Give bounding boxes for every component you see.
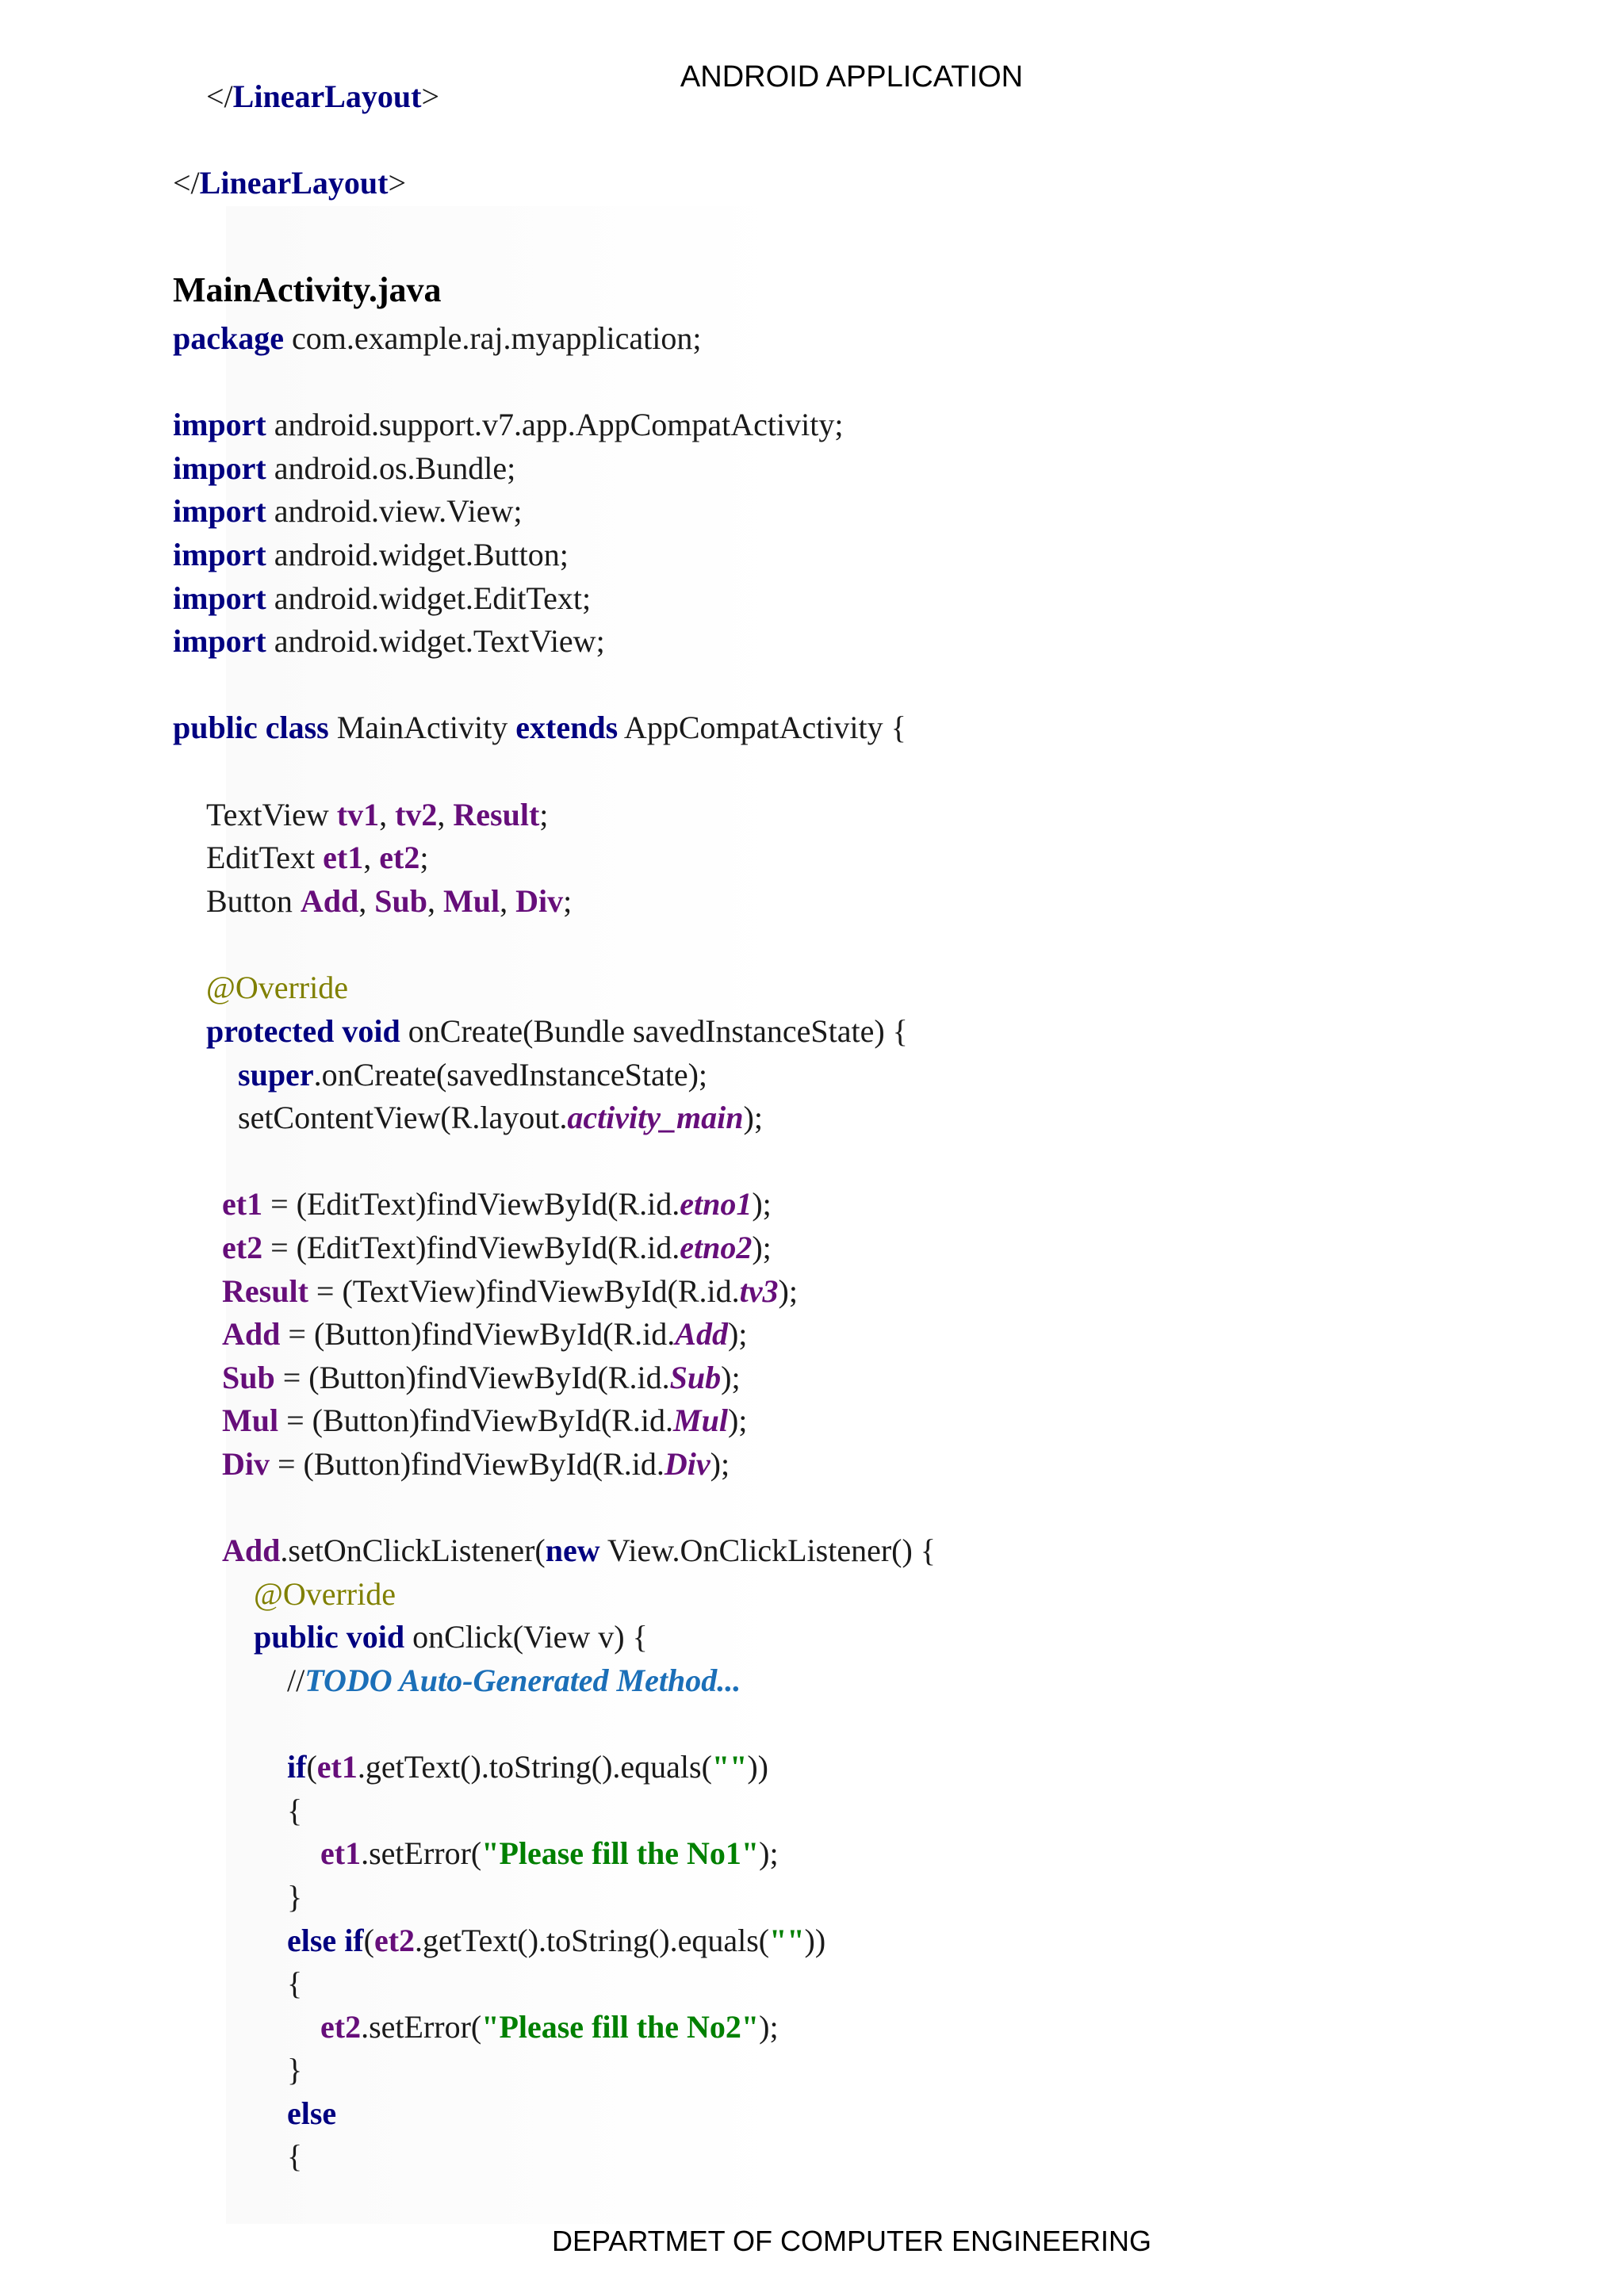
code-token: .getText().toString().equals( xyxy=(357,1749,712,1785)
code-token: new xyxy=(545,1533,600,1568)
code-token: onCreate(Bundle savedInstanceState) { xyxy=(400,1013,908,1049)
code-token: protected void xyxy=(206,1013,400,1049)
code-line xyxy=(287,1962,302,2005)
code-line xyxy=(173,490,522,533)
code-token: ; xyxy=(563,883,573,919)
code-line xyxy=(173,706,906,749)
code-token: et1 xyxy=(323,840,364,875)
code-line xyxy=(222,1226,772,1269)
code-line xyxy=(238,1054,707,1096)
code-token: "" xyxy=(769,1923,805,1958)
code-token: Add xyxy=(222,1533,281,1568)
code-line xyxy=(222,1443,730,1486)
code-token: Add xyxy=(222,1316,281,1352)
code-token: android.view.View; xyxy=(266,493,523,529)
code-token: tv3 xyxy=(739,1273,779,1309)
code-token: { xyxy=(287,1793,303,1828)
code-token: Add xyxy=(675,1316,728,1352)
section-title: MainActivity.java xyxy=(173,270,442,309)
code-token: , xyxy=(437,797,454,832)
code-line xyxy=(287,2135,302,2178)
code-token: @Override xyxy=(206,970,348,1005)
code-token: { xyxy=(287,2138,303,2174)
code-token: et1 xyxy=(316,1749,358,1785)
code-token: android.widget.EditText; xyxy=(266,580,592,616)
code-token: "Please fill the No1" xyxy=(481,1835,760,1871)
code-token: .setError( xyxy=(361,1835,482,1871)
code-token: AppCompatActivity { xyxy=(618,710,906,745)
code-token: EditText xyxy=(206,840,324,875)
code-token: </ xyxy=(173,165,200,201)
code-token: TODO Auto-Generated Method... xyxy=(304,1663,741,1698)
code-token: import xyxy=(173,537,266,572)
code-token: = (Button)findViewById(R.id. xyxy=(274,1360,670,1395)
code-line xyxy=(287,2092,336,2135)
code-token: LinearLayout xyxy=(199,165,389,201)
code-token: android.widget.TextView; xyxy=(266,623,605,659)
code-token: Mul xyxy=(222,1402,279,1438)
code-line xyxy=(287,1659,741,1702)
code-token: , xyxy=(358,883,375,919)
code-token: Div xyxy=(515,883,564,919)
code-token: extends xyxy=(515,710,619,745)
code-line xyxy=(222,1183,772,1226)
code-line xyxy=(222,1399,747,1442)
code-token: tv1 xyxy=(336,797,380,832)
code-token: "" xyxy=(711,1749,748,1785)
code-token: public void xyxy=(254,1619,405,1655)
code-token: activity_main xyxy=(567,1100,744,1135)
code-line xyxy=(206,1010,908,1053)
code-token: Div xyxy=(222,1446,270,1482)
code-token: else xyxy=(287,2095,337,2131)
code-token: etno2 xyxy=(680,1230,753,1265)
code-token: MainActivity xyxy=(328,710,516,745)
code-line xyxy=(206,794,548,836)
code-token: </ xyxy=(206,78,233,114)
code-token: ; xyxy=(539,797,549,832)
code-token: = (Button)findViewById(R.id. xyxy=(270,1446,665,1482)
code-token: Sub xyxy=(374,883,428,919)
code-token: import xyxy=(173,580,266,616)
code-token: ( xyxy=(363,1923,374,1958)
code-line xyxy=(206,966,348,1009)
code-token: } xyxy=(287,1879,303,1915)
code-token: , xyxy=(363,840,380,875)
code-token: ); xyxy=(727,1402,748,1438)
code-line xyxy=(238,1096,763,1139)
code-token: = (Button)findViewById(R.id. xyxy=(278,1402,674,1438)
code-token: else if xyxy=(287,1923,364,1958)
code-token: android.os.Bundle; xyxy=(266,450,516,486)
code-token: )) xyxy=(804,1923,826,1958)
code-line xyxy=(206,75,439,118)
code-line xyxy=(287,1789,302,1832)
code-token: } xyxy=(287,2052,303,2087)
code-token: etno1 xyxy=(680,1186,753,1222)
code-token: tv2 xyxy=(395,797,438,832)
code-line xyxy=(287,1876,302,1919)
code-token: View.OnClickListener() { xyxy=(599,1533,936,1568)
code-token: et2 xyxy=(379,840,420,875)
code-token: = (EditText)findViewById(R.id. xyxy=(262,1230,680,1265)
code-token: ); xyxy=(752,1230,772,1265)
code-token: .setOnClickListener( xyxy=(280,1533,546,1568)
code-line xyxy=(222,1529,936,1572)
code-line xyxy=(173,404,843,446)
code-token: "Please fill the No2" xyxy=(481,2009,760,2045)
code-token: )) xyxy=(747,1749,768,1785)
code-line xyxy=(173,577,591,620)
code-line xyxy=(254,1573,396,1616)
code-token: , xyxy=(500,883,516,919)
code-token: com.example.raj.myapplication; xyxy=(284,320,702,356)
code-token: super xyxy=(238,1057,314,1093)
code-token: Mul xyxy=(673,1402,728,1438)
code-token: ); xyxy=(759,2009,779,2045)
code-line xyxy=(222,1270,798,1313)
code-token: @Override xyxy=(254,1576,396,1612)
code-line xyxy=(173,620,605,663)
code-token: ; xyxy=(419,840,429,875)
code-token: > xyxy=(421,78,440,114)
code-token: Sub xyxy=(222,1360,275,1395)
code-token: if xyxy=(287,1749,307,1785)
code-token: android.support.v7.app.AppCompatActivity; xyxy=(266,407,844,442)
code-token: // xyxy=(287,1663,305,1698)
code-token: = (TextView)findViewById(R.id. xyxy=(308,1273,740,1309)
code-line xyxy=(287,1746,768,1789)
code-line xyxy=(287,2049,302,2091)
code-token: ); xyxy=(710,1446,730,1482)
code-token: import xyxy=(173,407,266,442)
code-token: import xyxy=(173,493,266,529)
code-token: ); xyxy=(727,1316,748,1352)
code-token: package xyxy=(173,320,284,356)
page-footer: DEPARTMET OF COMPUTER ENGINEERING xyxy=(551,2225,1152,2257)
code-token: import xyxy=(173,450,266,486)
code-token: Result xyxy=(453,797,540,832)
code-token: , xyxy=(379,797,396,832)
code-token: Div xyxy=(664,1446,710,1482)
code-line xyxy=(287,1919,825,1962)
code-token: et1 xyxy=(222,1186,263,1222)
code-token: = (Button)findViewById(R.id. xyxy=(280,1316,676,1352)
code-line xyxy=(206,880,572,923)
code-token: Button xyxy=(206,883,301,919)
code-token: LinearLayout xyxy=(232,78,422,114)
code-token: et2 xyxy=(222,1230,263,1265)
code-token: TextView xyxy=(206,797,337,832)
code-token: = (EditText)findViewById(R.id. xyxy=(262,1186,680,1222)
code-token: ); xyxy=(721,1360,741,1395)
code-token: ( xyxy=(306,1749,317,1785)
code-line xyxy=(222,1357,741,1399)
code-token: import xyxy=(173,623,266,659)
code-line xyxy=(173,534,569,576)
code-token: > xyxy=(388,165,407,201)
code-token: , xyxy=(427,883,444,919)
code-token: ); xyxy=(752,1186,772,1222)
code-token: .getText().toString().equals( xyxy=(415,1923,770,1958)
code-token: .onCreate(savedInstanceState); xyxy=(313,1057,708,1093)
page-header: ANDROID APPLICATION xyxy=(680,60,1024,94)
code-line xyxy=(173,162,406,205)
code-line xyxy=(222,1313,747,1356)
code-token: Add xyxy=(300,883,359,919)
code-token: et2 xyxy=(320,2009,362,2045)
code-line xyxy=(320,2006,779,2049)
code-line xyxy=(254,1616,648,1659)
code-line xyxy=(206,836,428,879)
code-token: ); xyxy=(759,1835,779,1871)
code-token: .setError( xyxy=(361,2009,482,2045)
code-line xyxy=(320,1832,779,1875)
code-token: ); xyxy=(778,1273,798,1309)
code-token: Sub xyxy=(669,1360,722,1395)
code-token: ); xyxy=(743,1100,763,1135)
code-line xyxy=(173,317,701,360)
code-token: Mul xyxy=(443,883,500,919)
code-line xyxy=(173,447,515,490)
code-token: onClick(View v) { xyxy=(404,1619,648,1655)
code-token: android.widget.Button; xyxy=(266,537,569,572)
code-token: et2 xyxy=(373,1923,416,1958)
code-token: { xyxy=(287,1965,303,2001)
code-token: et1 xyxy=(320,1835,362,1871)
code-token: public class xyxy=(173,710,329,745)
code-token: setContentView(R.layout. xyxy=(238,1100,568,1135)
code-token: Result xyxy=(222,1273,308,1309)
